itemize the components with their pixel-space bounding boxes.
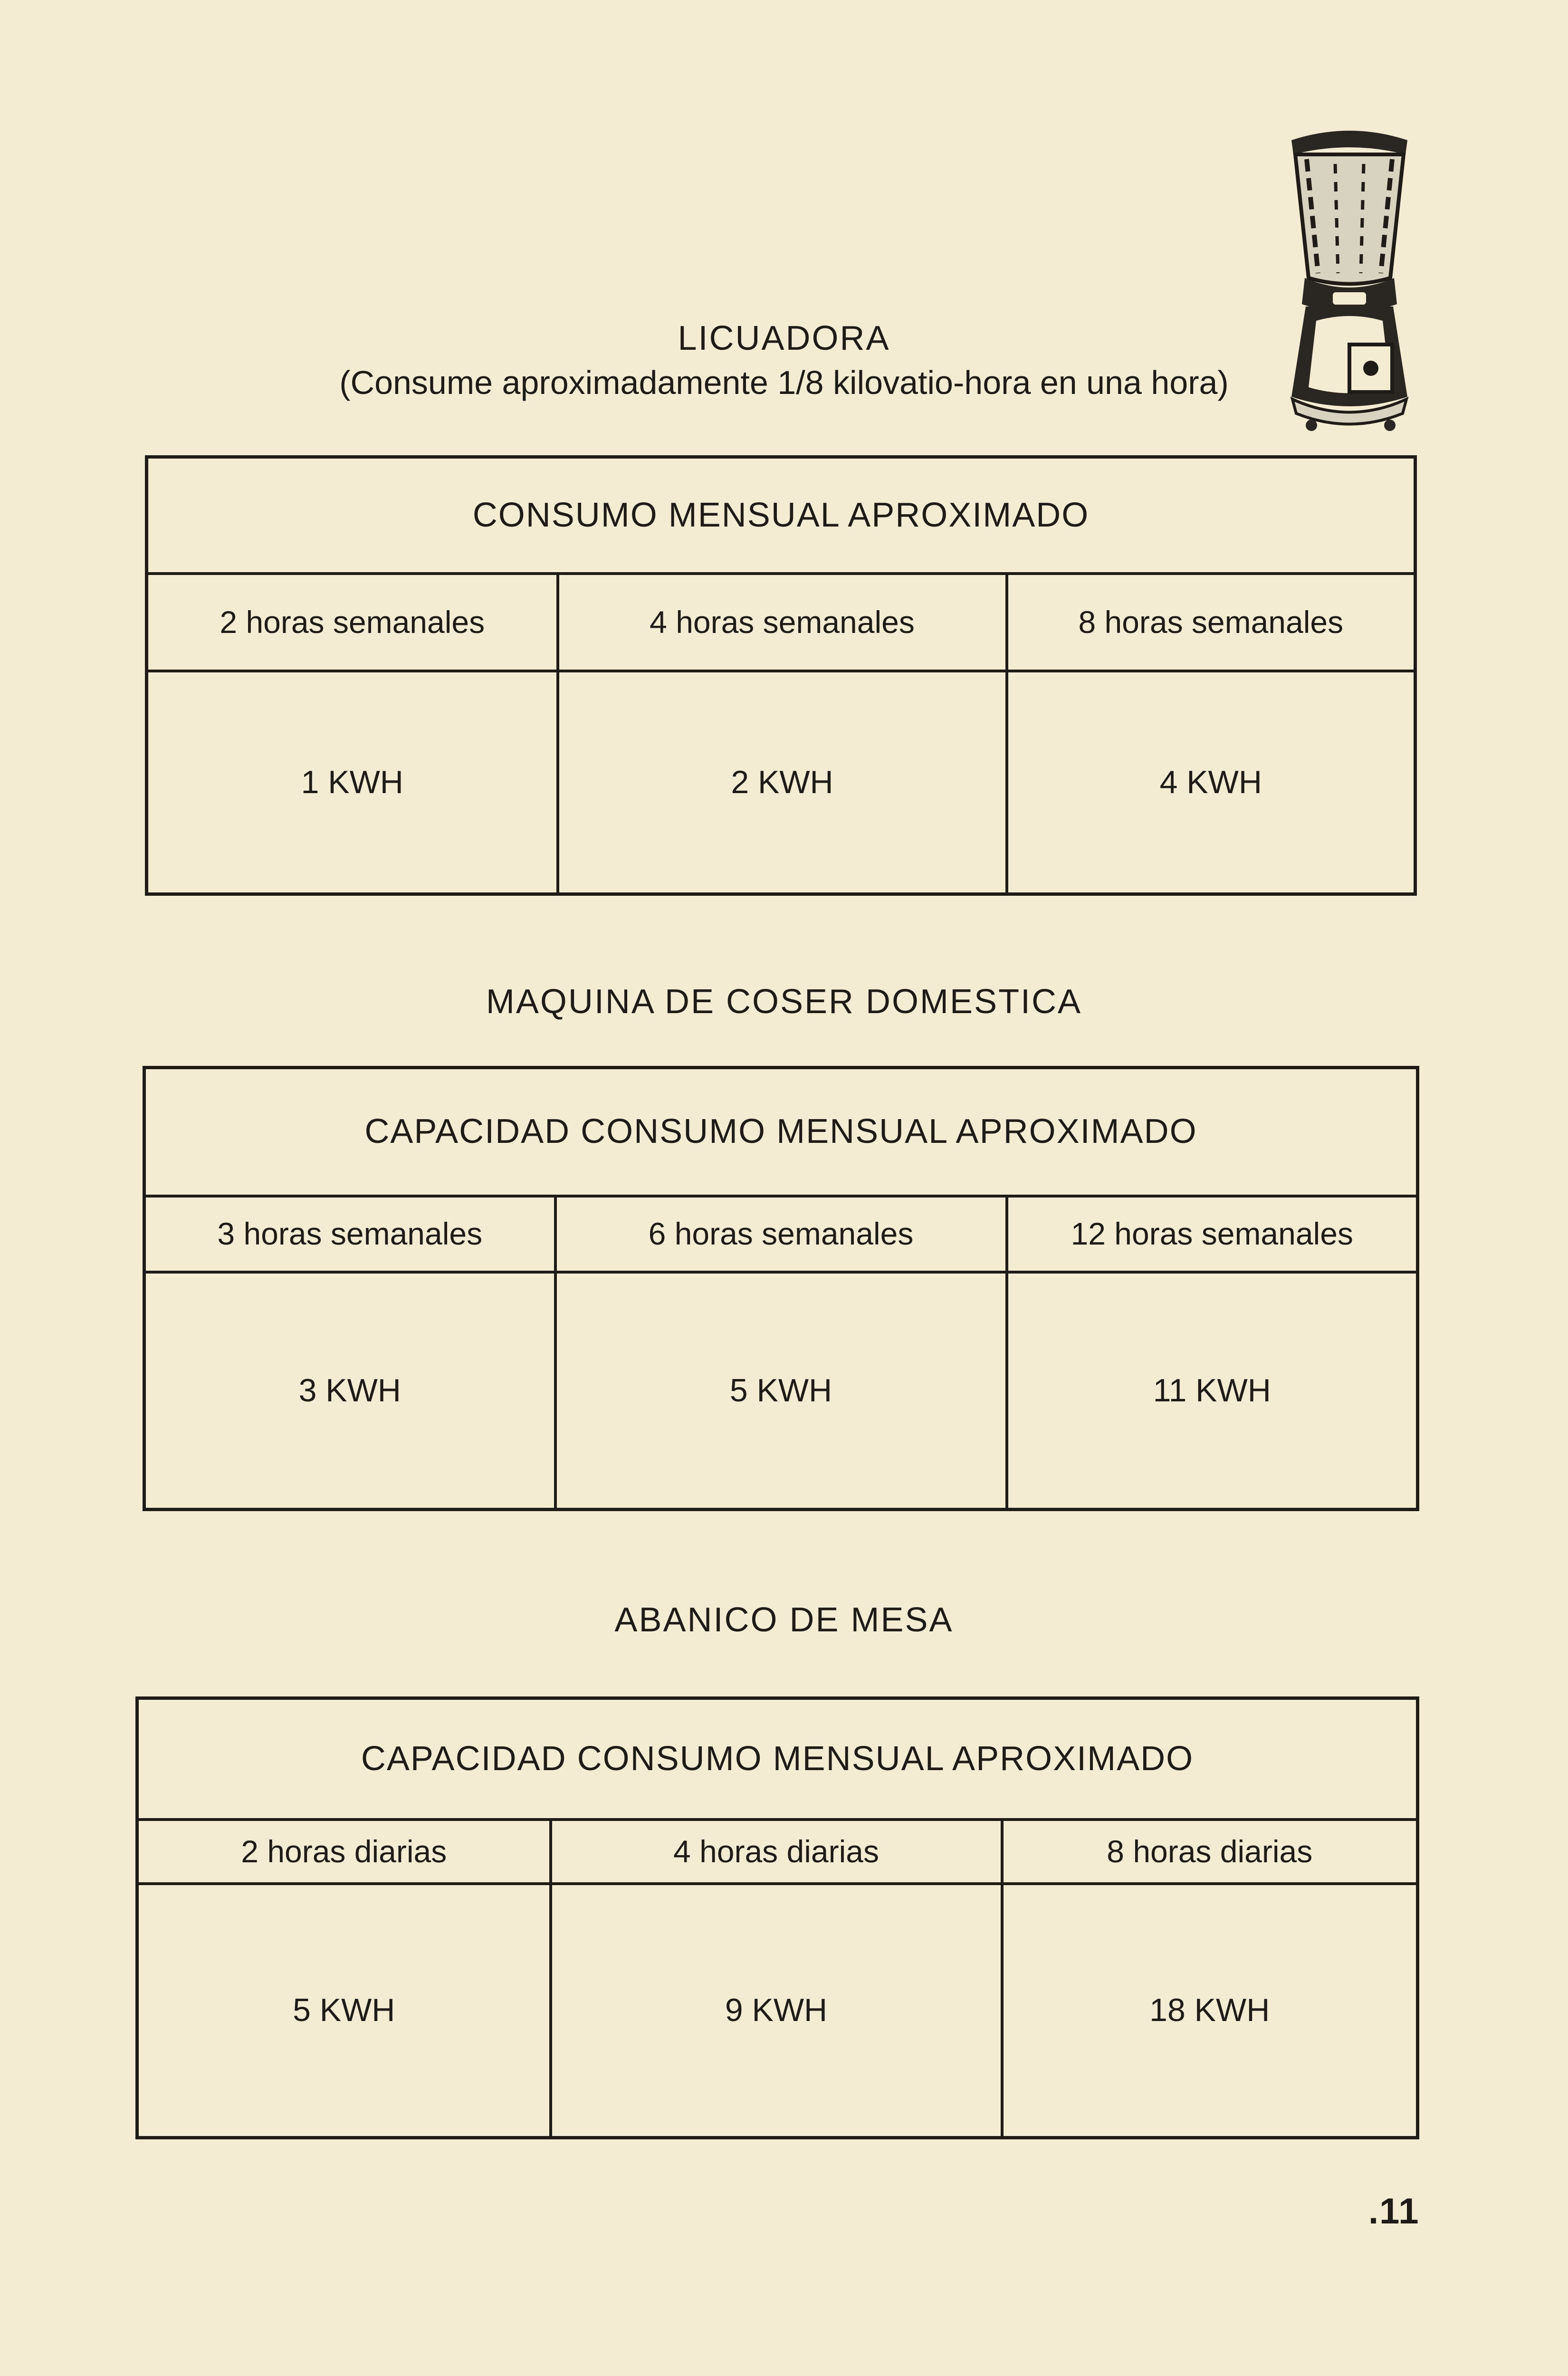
section-title-maquina-de-coser: MAQUINA DE COSER DOMESTICA — [486, 983, 1082, 1021]
value-cell: 3 KWH — [144, 1272, 555, 1510]
period-cell: 4 horas diarias — [551, 1820, 1002, 1884]
period-cell: 8 horas diarias — [1002, 1820, 1418, 1884]
page-number: .11 — [1368, 2191, 1420, 2232]
period-cell: 2 horas semanales — [147, 574, 558, 671]
value-cell: 4 KWH — [1007, 671, 1415, 894]
value-cell: 5 KWH — [555, 1272, 1007, 1510]
table-header: CAPACIDAD CONSUMO MENSUAL APROXIMADO — [137, 1698, 1418, 1820]
period-cell: 4 horas semanales — [558, 574, 1007, 671]
period-cell: 2 horas diarias — [137, 1820, 551, 1884]
consumption-table-licuadora — [145, 455, 1417, 896]
period-cell: 6 horas semanales — [555, 1196, 1007, 1272]
value-cell: 18 KWH — [1002, 1884, 1418, 2138]
section-subtitle-licuadora: (Consume aproximadamente 1/8 kilovatio-hora en una hora) — [339, 364, 1229, 401]
value-cell: 2 KWH — [558, 671, 1007, 894]
period-cell: 8 horas semanales — [1007, 574, 1415, 671]
value-cell: 11 KWH — [1007, 1272, 1418, 1510]
value-cell: 1 KWH — [147, 671, 558, 894]
value-cell: 9 KWH — [551, 1884, 1002, 2138]
section-title-licuadora: LICUADORA — [678, 319, 890, 357]
period-cell: 3 horas semanales — [144, 1196, 555, 1272]
period-cell: 12 horas semanales — [1007, 1196, 1418, 1272]
table-header: CONSUMO MENSUAL APROXIMADO — [147, 457, 1415, 574]
consumption-table-maquina-de-coser — [143, 1066, 1419, 1511]
value-cell: 5 KWH — [137, 1884, 551, 2138]
section-title-abanico-de-mesa: ABANICO DE MESA — [614, 1601, 954, 1639]
consumption-table-abanico-de-mesa — [135, 1696, 1419, 2139]
table-header: CAPACIDAD CONSUMO MENSUAL APROXIMADO — [144, 1068, 1418, 1196]
